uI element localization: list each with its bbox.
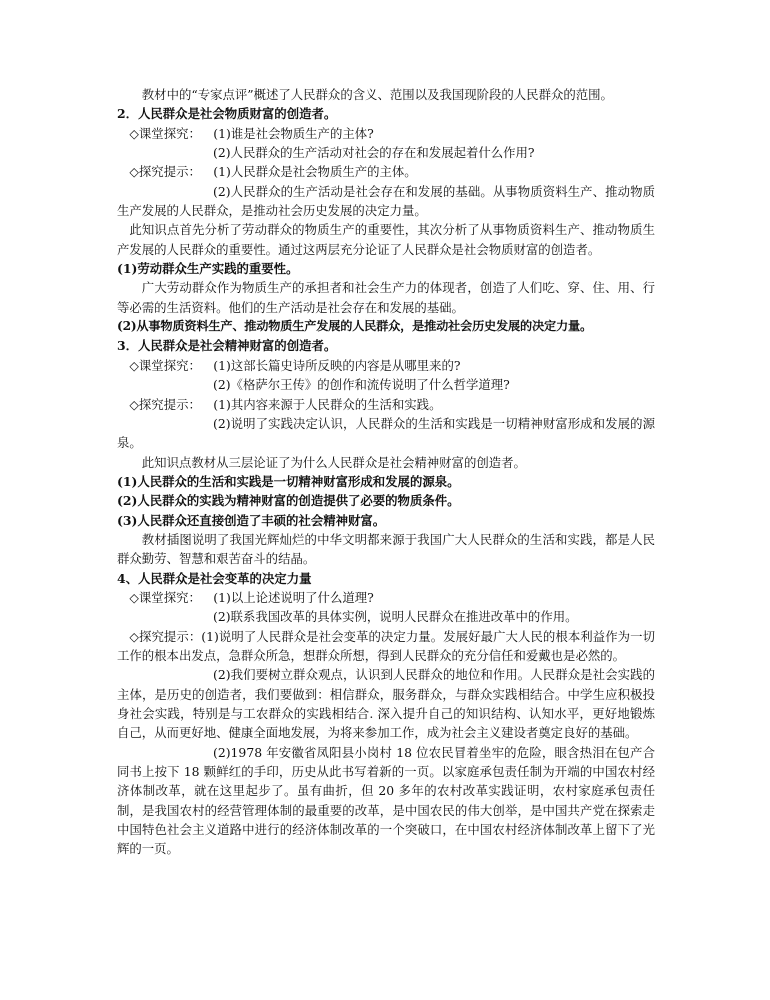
inquiry-question-2: (2)人民群众的生产活动对社会的存在和发展起着什么作用?: [213, 145, 535, 161]
hint-answer-2: (2)说明了实践决定认识，人民群众的生活和实践是一切精神财富形成和发展的源泉。: [117, 415, 655, 451]
point-3-1: (1)人民群众的生活和实践是一切精神财富形成和发展的源泉。: [117, 473, 460, 489]
illustration-paragraph: 教材插图说明了我国光辉灿烂的中华文明都来源于我国广大人民群众的生活和实践，都是人民群众勤劳、智慧和艰苦奋斗的结晶。: [117, 531, 655, 567]
inquiry-question-1: (1)谁是社会物质生产的主体?: [213, 125, 374, 141]
intro-paragraph: 教材中的“专家点评”概述了人民群众的含义、范围以及我国现阶段的人民群众的范围。: [141, 87, 613, 102]
section-2-analysis: 此知识点首先分析了劳动群众的物质生产的重要性，其次分析了从事物质资料生产、推动物质生产发展的人民群众的重要性。通过这两层充分论证了人民群众是社会物质财富的创造者。: [117, 222, 655, 257]
hint-answer-1: (1)说明了人民群众是社会变革的决定力量。发展好最广大人民的根本利益作为一切工作的根本出发点，急群众所急，想群众所想，得到人民群众的充分信任和爱戴也是必然的。: [117, 628, 655, 663]
hint-answer-1: (1)人民群众是社会物质生产的主体。: [213, 164, 417, 180]
section-3-analysis: 此知识点教材从三层论证了为什么人民群众是社会精神财富的创造者。: [141, 454, 526, 470]
inquiry-question-1: (1)这部长篇史诗所反映的内容是从哪里来的?: [213, 357, 461, 373]
inquiry-hint-label: ◇探究提示：: [129, 396, 201, 412]
inquiry-question-2: (2)联系我国改革的具体实例，说明人民群众在推进改革中的作用。: [213, 609, 578, 625]
section-3-heading: 3．人民群众是社会精神财富的创造者。: [117, 338, 337, 354]
section-3-inquiry-hint: [117, 395, 655, 414]
section-3-class-inquiry: [117, 356, 655, 375]
class-inquiry-label: ◇课堂探究：: [129, 125, 201, 141]
class-inquiry-label: ◇课堂探究：: [129, 357, 201, 373]
section-4-heading: 4、人民群众是社会变革的决定力量: [117, 570, 312, 586]
document-body: [117, 85, 655, 859]
section-4-inquiry-hint: [117, 627, 655, 666]
section-2-heading: 2．人民群众是社会物质财富的创造者。: [117, 106, 337, 122]
point-3-3: (3)人民群众还直接创造了丰硕的社会精神财富。: [117, 512, 386, 528]
point-2-2: (2)从事物质资料生产、推动物质生产发展的人民群众，是推动社会历史发展的决定力量。: [117, 319, 592, 334]
point-3-2: (2)人民群众的实践为精神财富的创造提供了必要的物质条件。: [117, 493, 460, 509]
hint-answer-2: (2)人民群众的生产活动是社会存在和发展的基础。从事物质资料生产、推动物质生产发展的人民群众，是推动社会历史发展的决定力量。: [117, 183, 655, 219]
inquiry-hint-label: ◇探究提示：: [129, 628, 202, 644]
inquiry-question-2: (2)《格萨尔王传》的创作和流传说明了什么哲学道理?: [213, 377, 510, 393]
class-inquiry-label: ◇课堂探究：: [129, 589, 201, 605]
hint-answer-1: (1)其内容来源于人民群众的生活和实践。: [213, 396, 442, 412]
section-4-class-inquiry: [117, 588, 655, 607]
hint-answer-2: (2)我们要树立群众观点，认识到人民群众的地位和作用。人民群众是社会实践的主体，是历史的创造者，我们要做到：相信群众，服务群众，与群众实践相结合。中学生应积极投身社会实践，特别是与工农群众的实践相结合. 深入提升自己的知识结构、认知水平，更好地锻炼自己，从而更好地、健康全面地发展，为将来参加工作，成为社会主义建设者奠定良好的基础。: [117, 667, 655, 741]
point-2-1-paragraph: 广大劳动群众作为物质生产的承担者和社会生产力的体现者，创造了人们吃、穿、住、用、行等必需的生活资料。他们的生产活动是社会存在和发展的基础。: [117, 280, 655, 315]
point-2-1: (1)劳动群众生产实践的重要性。: [117, 261, 299, 277]
inquiry-hint-label: ◇探究提示：: [129, 164, 201, 180]
inquiry-question-1: (1)以上论述说明了什么道理?: [213, 589, 374, 605]
section-2-inquiry-hint: [117, 162, 655, 181]
section-2-class-inquiry: [117, 124, 655, 143]
hint-answer-3: (2)1978 年安徽省凤阳县小岗村 18 位农民冒着坐牢的危险，眼含热泪在包产合同书上按下 18 颗鲜红的手印，历史从此书写着新的一页。以家庭承包责任制为开端的中国农村经济体制改革，就在这里起步了。虽有曲折，但 20 多年的农村改革实践证明，农村家庭承包责任制，是我国农村的经营管理体制的最重要的改革，是中国农民的伟大创举，是中国共产党在探索走中国特色社会主义道路中进行的经济体制改革的一个突破口，在中国农村经济体制改革上留下了光辉的一页。: [117, 744, 655, 857]
